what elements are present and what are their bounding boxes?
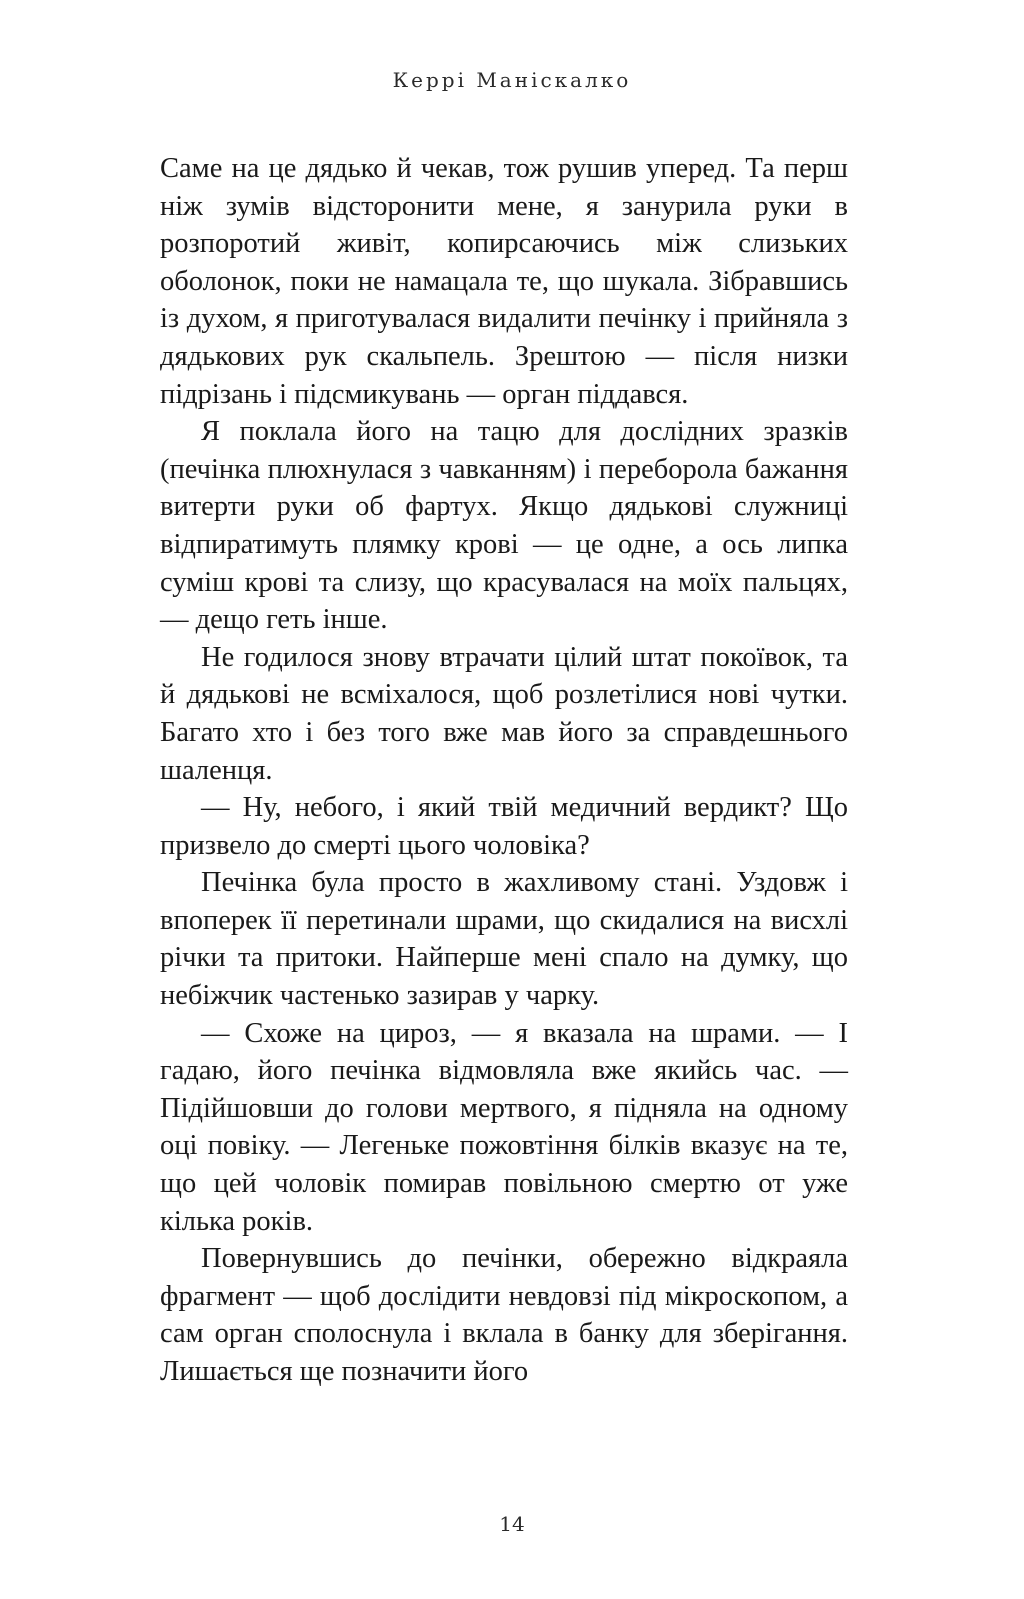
paragraph-1: Саме на це дядько й чекав, тож рушив уперед. Та перш ніж зумів відсторонити мене, я занурила руки в розпоротий живіт, копирсаючись між слизьких оболонок, поки не намацала те, що шукала. Зібравшись із духом, я приготувалася видалити печінку і прийняла з дядькових рук скальпель. Зрештою — після низки підрізань і підсмикувань — орган піддався. [160, 153, 848, 410]
running-header: Керрі Маніскалко [392, 68, 632, 92]
paragraph-2: Я поклала його на тацю для дослідних зразків (печінка плюхнулася з чавканням) і переборола бажання витерти руки об фартух. Якщо дядькові служниці відпиратимуть плямку крові — це одне, а ось липка суміш крові та слизу, що красувалася на моїх пальцях, — дещо геть інше. [160, 416, 848, 636]
paragraph-4: — Ну, небого, і який твій медичний вердикт? Що призвело до смерті цього чоловіка? [160, 792, 848, 861]
body-text [160, 150, 848, 1391]
paragraph-7: Повернувшись до печінки, обережно відкраяла фрагмент — щоб дослідити невдовзі під мікроскопом, а сам орган сполоснула і вклала в банку для зберігання. Лишається ще позначити його [160, 1243, 848, 1387]
paragraph-6: — Схоже на цироз, — я вказала на шрами. — І гадаю, його печінка відмовляла вже якийсь час. — Підійшовши до голови мертвого, я підняла на одному оці повіку. — Легеньке пожовтіння білків вказує на те, що цей чоловік помирав повільною смертю от уже кілька років. [160, 1017, 848, 1237]
page-number: 14 [499, 1512, 525, 1536]
paragraph-5: Печінка була просто в жахливому стані. Уздовж і впоперек її перетинали шрами, що скидалися на висхлі річки та притоки. Найперше мені спало на думку, що небіжчик частенько зазирав у чарку. [160, 867, 848, 1012]
paragraph-3: Не годилося знову втрачати цілий штат покоївок, та й дядькові не всміхалося, щоб розлетілися нові чутки. Багато хто і без того вже мав його за справдешнього шаленця. [160, 641, 848, 786]
